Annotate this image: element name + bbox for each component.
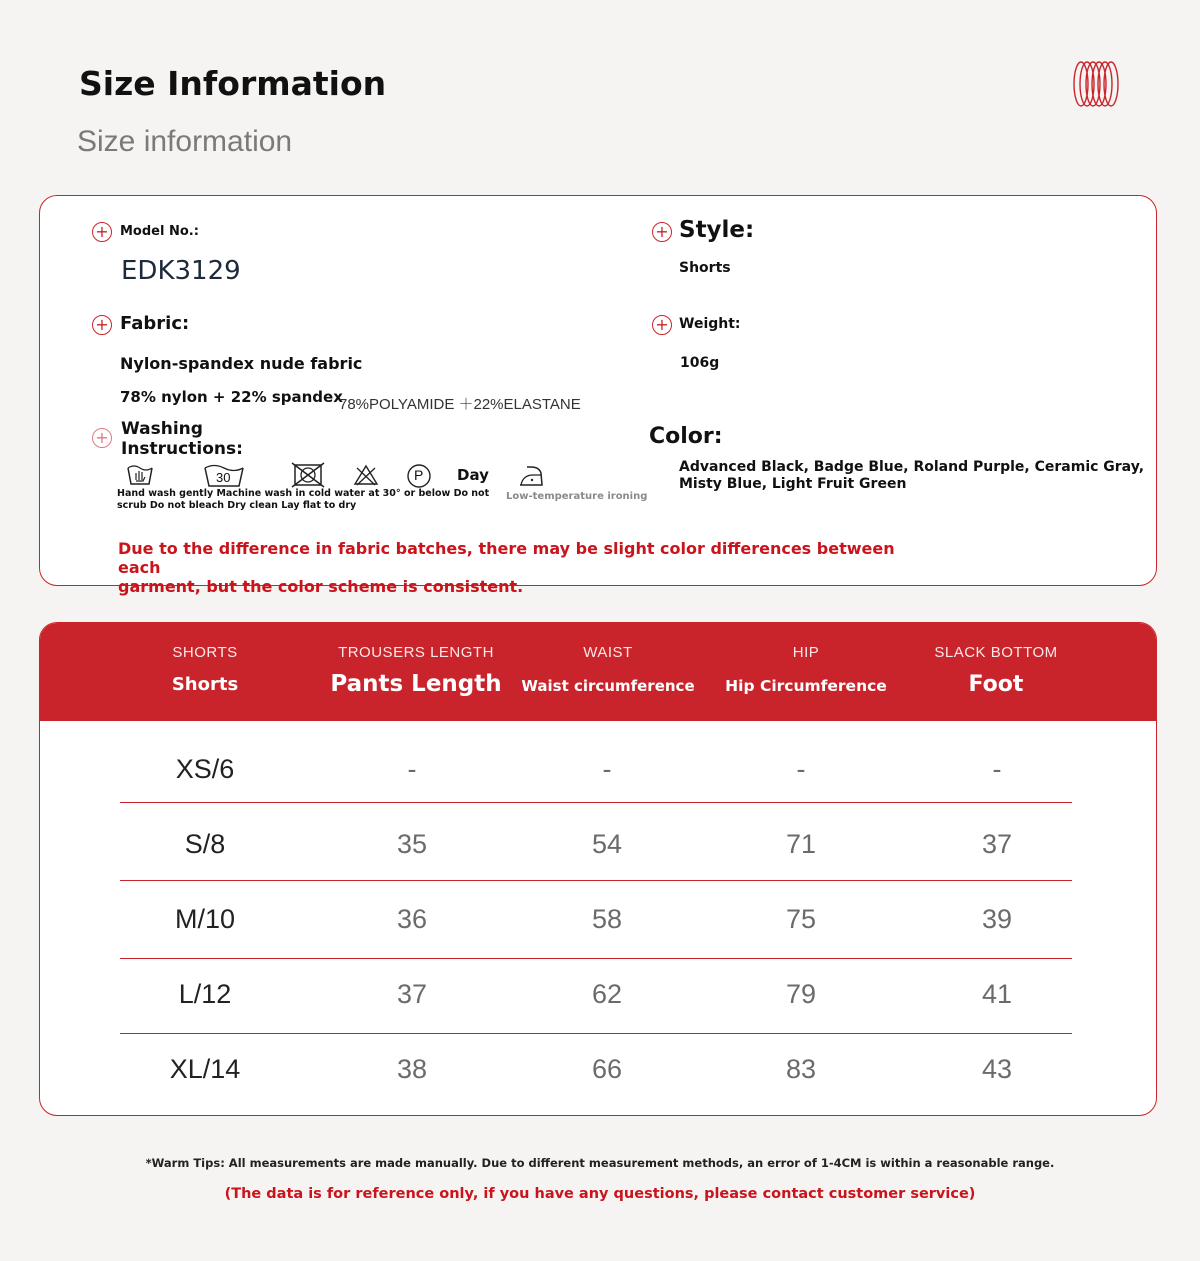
size-cell: M/10 [174, 904, 236, 934]
size-cell: XS/6 [175, 754, 235, 784]
ironing-text: Low-temperature ironing [506, 491, 648, 502]
value-cell: 71 [785, 829, 817, 859]
washing-day-label: Day [457, 466, 489, 484]
header-waist [518, 623, 698, 721]
value-cell: - [602, 754, 612, 784]
row-divider [120, 880, 1072, 881]
header-foot-label: Foot [968, 672, 1024, 697]
header-shorts-en: SHORTS [172, 644, 238, 661]
style-value: Shorts [679, 260, 731, 276]
value-cell: 83 [785, 1054, 817, 1084]
size-table-header [40, 623, 1156, 721]
value-cell: 41 [981, 979, 1013, 1009]
value-cell: 62 [591, 979, 623, 1009]
color-difference-notice [118, 539, 918, 596]
value-cell: 39 [981, 904, 1013, 934]
header-waist-label: Waist circumference [521, 677, 695, 695]
plus-icon: + [92, 222, 112, 242]
reference-note: (The data is for reference only, if you have any questions, please contact customer service) [224, 1186, 976, 1202]
hand-wash-icon [126, 462, 154, 486]
page-subtitle: Size information [77, 125, 293, 158]
wash-temperature: 30 [216, 470, 231, 485]
value-cell: 75 [785, 904, 817, 934]
no-bleach-icon [353, 463, 379, 487]
fabric-label: Fabric: [120, 313, 190, 334]
header-foot-en: SLACK BOTTOM [934, 644, 1058, 661]
size-cell: S/8 [184, 829, 226, 859]
header-shorts-label: Shorts [171, 674, 239, 695]
row-divider [120, 958, 1072, 959]
washing-label-2: Instructions: [121, 439, 243, 459]
plus-icon: + [652, 222, 672, 242]
header-shorts [125, 623, 285, 721]
color-label: Color: [649, 424, 723, 449]
header-pants-length-en: TROUSERS LENGTH [338, 644, 494, 661]
washing-text-line-2: scrub Do not bleach Dry clean Lay flat to dry [117, 500, 357, 511]
header-pants-length-label: Pants Length [330, 671, 502, 697]
value-cell: 58 [591, 904, 623, 934]
value-cell: - [796, 754, 806, 784]
fabric-composition-en: 78%POLYAMIDE ＋22%ELASTANE [339, 396, 581, 413]
value-cell: 38 [396, 1054, 428, 1084]
coil-rings-icon [1070, 58, 1122, 110]
value-cell: 37 [396, 979, 428, 1009]
row-divider [120, 1033, 1072, 1034]
value-cell: 66 [591, 1054, 623, 1084]
plus-icon: + [92, 315, 112, 335]
color-value-line-1: Advanced Black, Badge Blue, Roland Purple, Ceramic Gray, [679, 459, 1145, 475]
color-value-line-2: Misty Blue, Light Fruit Green [679, 476, 907, 492]
size-cell: XL/14 [169, 1054, 241, 1084]
value-cell: - [407, 754, 417, 784]
model-value: EDK3129 [121, 256, 241, 286]
fabric-value: Nylon-spandex nude fabric [120, 354, 363, 373]
header-hip-en: HIP [792, 644, 820, 661]
value-cell: 43 [981, 1054, 1013, 1084]
value-cell: 79 [785, 979, 817, 1009]
notice-line-2: garment, but the color scheme is consistent. [118, 577, 524, 596]
value-cell: 54 [591, 829, 623, 859]
washing-label: Washing [121, 419, 203, 439]
row-divider [120, 802, 1072, 803]
weight-label: Weight: [679, 316, 741, 332]
style-label: Style: [679, 217, 755, 243]
dry-clean-p-label: P [414, 467, 424, 483]
washing-text-line-1: Hand wash gently Machine wash in cold water at 30° or below Do not [117, 488, 490, 499]
header-hip-label: Hip Circumference [725, 677, 887, 695]
weight-value: 106g [680, 355, 720, 371]
size-table [39, 622, 1157, 1116]
fabric-composition: 78% nylon + 22% spandex [120, 388, 343, 406]
header-pants-length [316, 623, 516, 721]
header-waist-en: WAIST [583, 644, 633, 661]
plus-icon: + [92, 428, 112, 448]
iron-low-icon [517, 463, 545, 489]
header-hip [711, 623, 901, 721]
value-cell: - [992, 754, 1002, 784]
value-cell: 36 [396, 904, 428, 934]
notice-line-1: Due to the difference in fabric batches, there may be slight color differences between each [118, 539, 895, 577]
page-title: Size Information [79, 64, 387, 103]
plus-icon: + [652, 315, 672, 335]
warm-tips: *Warm Tips: All measurements are made manually. Due to different measurement methods, an error of 1-4CM is within a reasonable range. [145, 1156, 1055, 1170]
value-cell: 35 [396, 829, 428, 859]
model-label: Model No.: [120, 224, 199, 239]
value-cell: 37 [981, 829, 1013, 859]
no-tumble-dry-icon [290, 461, 326, 489]
size-cell: L/12 [178, 979, 232, 1009]
header-foot [916, 623, 1076, 721]
